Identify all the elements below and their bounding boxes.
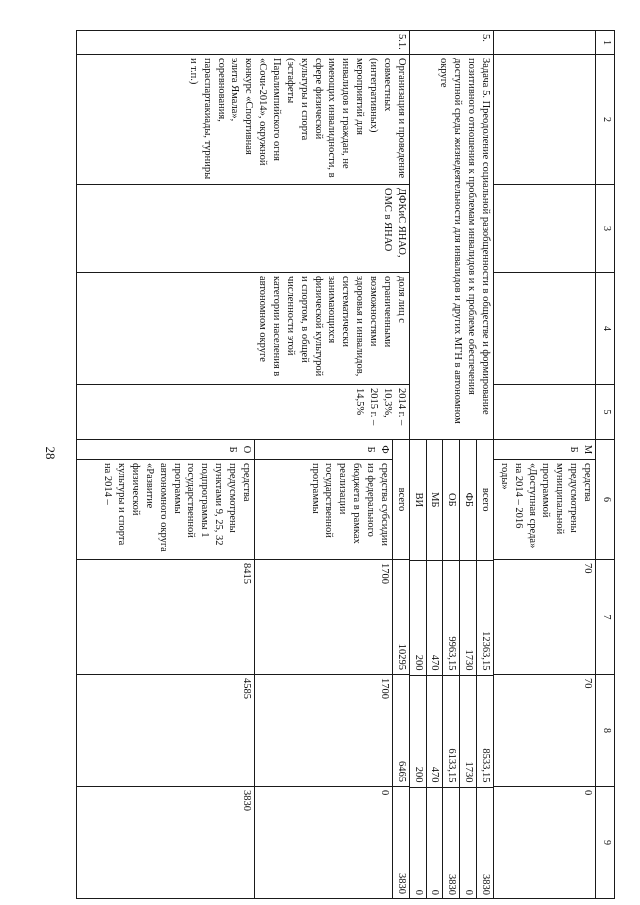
amount-col9: 3830 (443, 787, 460, 899)
rotated-table-container (60, 30, 615, 898)
indicator: доля лиц с ограниченными возможностями здоровья и инвалидов, систематически занимающихся физической культурой и спортом, в общей численности этой категории населения в автономном округе (76, 273, 409, 385)
row-number: 5. (409, 31, 493, 55)
totals-row (426, 440, 443, 899)
column-header: 6 (596, 440, 615, 560)
target-value: 2014 г. – 10,3%, 2015 г. – 14,5% (76, 385, 409, 440)
totals-label: всего (477, 440, 493, 560)
amount-col9: 0 (426, 787, 443, 899)
amount-col7: 1730 (460, 560, 477, 675)
column-header: 9 (596, 787, 615, 899)
column-header: 1 (596, 31, 615, 55)
funding-source-label: ОБ (76, 440, 254, 460)
column-header: 5 (596, 385, 615, 440)
column-header: 4 (596, 273, 615, 385)
amount-col9: 0 (494, 787, 596, 899)
amount-col7: 200 (410, 560, 426, 675)
totals-label: ФБ (460, 440, 477, 560)
funding-description: средства субсидии из федерального бюджета в рамках реализации государственной программы (254, 460, 392, 560)
amount-col8: 70 (494, 675, 596, 787)
task5-totals (410, 440, 493, 899)
totals-label: ВИ (410, 440, 426, 560)
amount-col8: 470 (426, 675, 443, 787)
amount-col9: 3830 (477, 787, 493, 899)
amount-col8: 6465 (392, 675, 409, 787)
amount-col7: 12363,15 (477, 560, 493, 675)
column-header-row (596, 31, 615, 899)
funding-description: средства предусмотрены муниципальной программой «Доступная среда» на 2014 – 2016 годы» (494, 460, 596, 560)
task-description: Задача 5. Преодоление социальной разобщенности в обществе и формирование позитивного отношения к проблемам инвалидов и к проблеме обеспечения доступной среды жизнедеятельности для инвалидов и других МГН в автономном округе (409, 55, 493, 440)
amount-col7: 10295 (392, 560, 409, 675)
totals-row (410, 440, 426, 899)
totals-row (477, 440, 493, 899)
table-row-mb (494, 31, 596, 899)
column-header: 2 (596, 55, 615, 185)
amount-col7: 470 (426, 560, 443, 675)
funding-source-label: МБ (494, 440, 596, 460)
column-header: 8 (596, 675, 615, 787)
table-row-5-1-total (392, 31, 409, 899)
amount-col8: 6133,15 (443, 675, 460, 787)
amount-col7: 70 (494, 560, 596, 675)
amount-col7: 8415 (76, 560, 254, 675)
funding-description: средства предусмотрены пунктами 9, 25, 32 подпрограммы 1 государственной программы автономного округа «Развитие физической культуры и спорта на 2014 – (76, 460, 254, 560)
row-number: 5.1. (76, 31, 409, 55)
executor: ДФКиС ЯНАО, ОМС в ЯНАО (76, 185, 409, 273)
totals-row (460, 440, 477, 899)
amount-col8: 4585 (76, 675, 254, 787)
funding-source-label: ФБ (254, 440, 392, 460)
amount-col9: 0 (460, 787, 477, 899)
totals-label: МБ (426, 440, 443, 560)
activity-description: Организация и проведение совместных (интегративных) мероприятий для инвалидов и граждан, не имеющих инвалидности, в сфере физической культуры и спорта (эстафеты Паралимпийского огня «Сочи-2014», окружной конкурс «Спортивная элита Ямала», соревнования, параспартакиады, турниры и т.п.) (76, 55, 409, 185)
amount-col9: 3830 (392, 787, 409, 899)
amount-col9: 0 (254, 787, 392, 899)
amount-col9: 3830 (76, 787, 254, 899)
amount-col8: 1700 (254, 675, 392, 787)
table-row-task5 (409, 31, 493, 899)
amount-col8: 8533,15 (477, 675, 493, 787)
budget-table (76, 30, 615, 899)
amount-col8: 200 (410, 675, 426, 787)
column-header: 7 (596, 560, 615, 675)
totals-label: ОБ (443, 440, 460, 560)
amount-col7: 9963,15 (443, 560, 460, 675)
amount-col8: 1730 (460, 675, 477, 787)
page-number: 28 (43, 446, 58, 460)
amount-col7: 1700 (254, 560, 392, 675)
totals-row (443, 440, 460, 899)
amount-col9: 0 (410, 787, 426, 899)
column-header: 3 (596, 185, 615, 273)
totals-label: всего (392, 440, 409, 560)
